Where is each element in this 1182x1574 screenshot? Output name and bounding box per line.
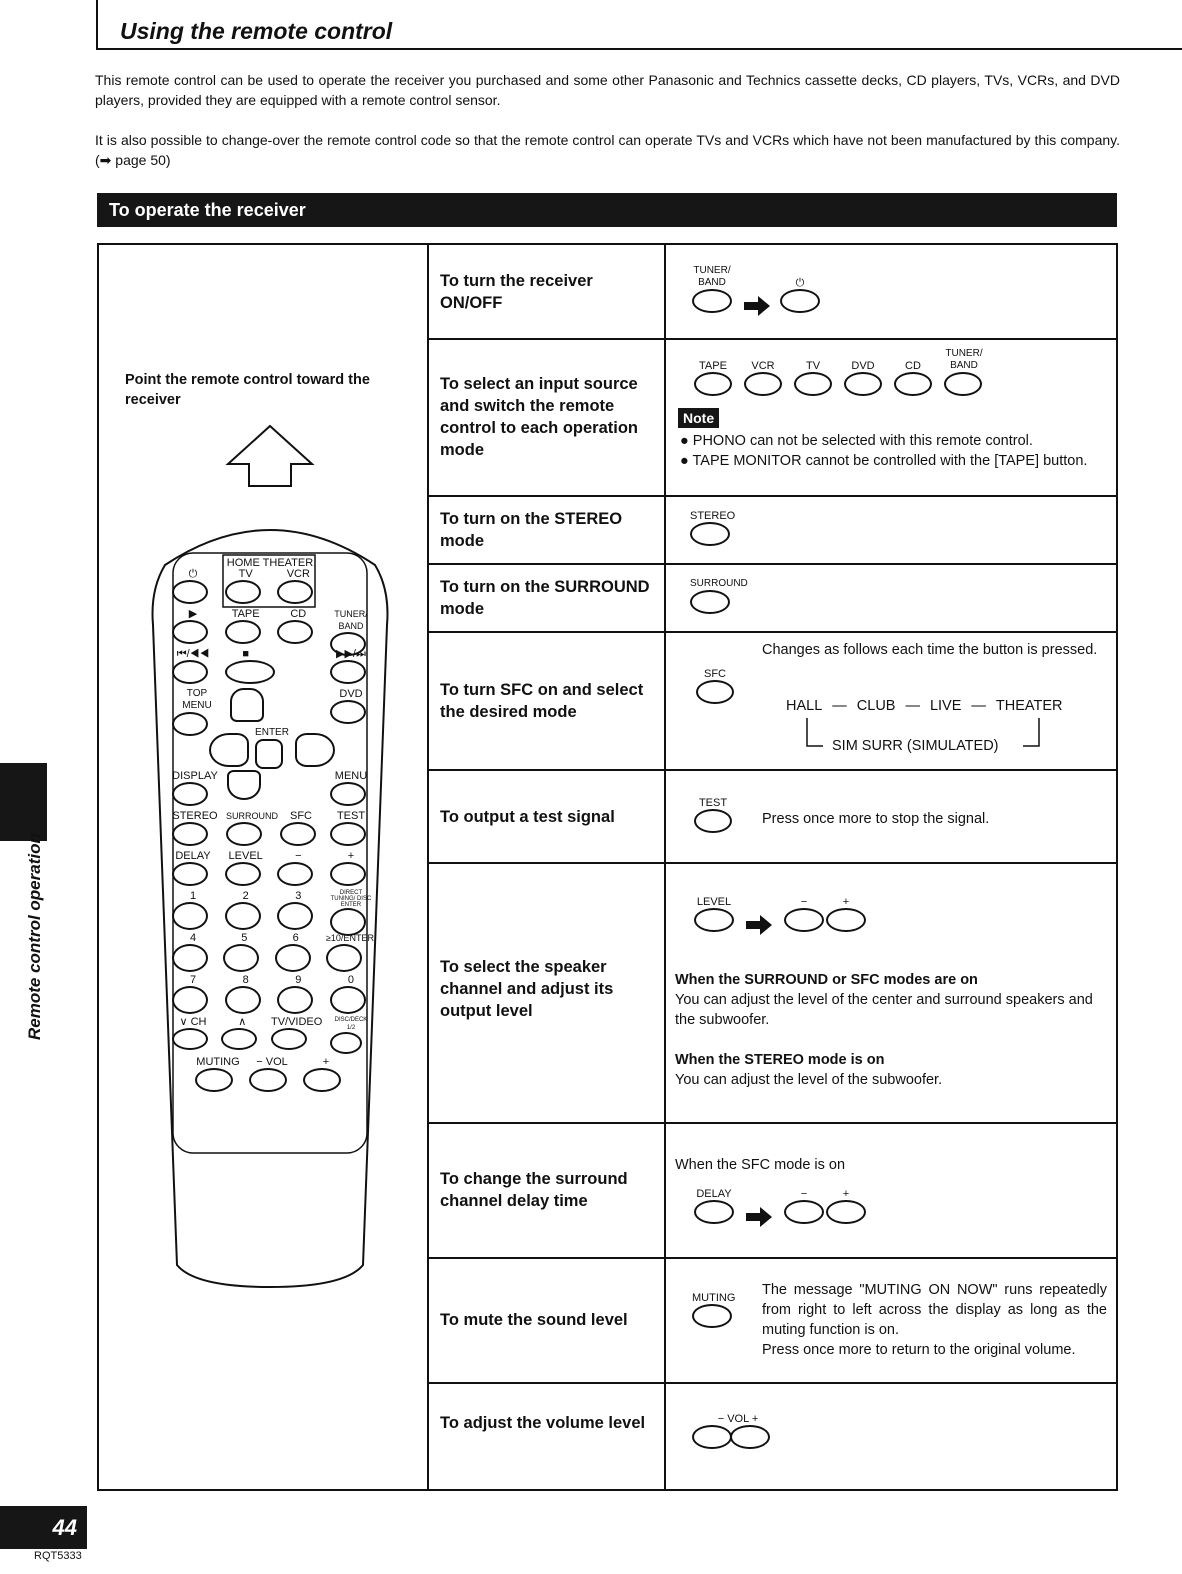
ten-enter-button[interactable] [326,944,362,972]
test-button[interactable] [330,822,366,846]
remote-row: 4 5 6 ≥10/ENTER [172,932,372,974]
level-text-1: You can adjust the level of the center and surround speakers and the subwoofer. [675,992,1093,1028]
tape-btn [694,372,732,396]
tuner-band-btn [944,372,982,396]
level-buttons: LEVEL − + [694,896,866,937]
row-divider [427,338,1118,340]
stereo-button-graphic: STEREO [690,510,735,551]
delay-precondition: When the SFC mode is on [675,1157,846,1173]
up-nav-button[interactable] [230,688,264,722]
top-menu-button[interactable] [172,712,208,736]
remote-row: STEREO SURROUND SFC TEST [172,810,372,850]
disc-deck-button[interactable] [330,1032,362,1054]
title-rule [96,0,98,50]
row-label-onoff: To turn the receiver ON/OFF [440,272,593,312]
vol-plus-btn [730,1425,770,1449]
row-label-level: To select the speaker channel and adjust its output level [440,958,614,1020]
row-label-surround: To turn on the SURROUND mode [440,578,650,618]
remote-row: ▶ TAPE CD TUNER/ BAND [172,608,372,648]
surround-button-graphic: SURROUND [690,578,748,619]
mode-club: CLUB [856,698,896,714]
muting-button-graphic: MUTING [692,1292,735,1333]
vol-up-button[interactable] [303,1068,341,1092]
mode-theater: THEATER [995,698,1063,714]
tv-button[interactable] [225,580,261,604]
arrow-right-icon [744,913,774,937]
level-btn [694,908,734,932]
row-label-muting: To mute the sound level [440,1311,628,1329]
row-divider [427,1382,1118,1384]
test-description: Press once more to stop the signal. [762,811,990,827]
level-plus-btn [826,908,866,932]
remote-row: DELAY LEVEL − + [172,850,372,890]
title-underline [96,48,1182,50]
dvd-btn [844,372,882,396]
skip-forward-button[interactable] [330,660,366,684]
surround-button[interactable] [226,822,262,846]
point-instruction: Point the remote control toward the receiver [125,372,370,408]
skip-back-button[interactable] [172,660,208,684]
dvd-button[interactable] [330,700,366,724]
intro-paragraph-1: This remote control can be used to operate the receiver you purchased and some other Panasonic and Technics cassette decks, CD players, TVs, VCRs, and DVD players, provided they are equipped with a remote control sensor. [95,72,1120,108]
row-divider [427,862,1118,864]
row-divider [427,563,1118,565]
muting-description: The message "MUTING ON NOW" runs repeatedly from right to left across the display as long as the muting function is on. [762,1282,1107,1338]
note-badge: Note [678,408,719,428]
stereo-btn [690,522,730,546]
up-arrow-icon [225,424,315,488]
level-heading-2: When the STEREO mode is on [675,1052,885,1068]
section-banner: To operate the receiver [97,193,1117,227]
note-1: ● PHONO can not be selected with this remote control. [680,433,1033,449]
sfc-btn [696,680,734,704]
stereo-button[interactable] [172,822,208,846]
sim-surr: SIM SURR (SIMULATED) [832,738,999,754]
remote-button-grid [172,568,372,1096]
cd-button[interactable] [277,620,313,644]
num-5-button[interactable] [223,944,259,972]
side-section-label: Remote control operation [25,833,44,1040]
remote-row: ⏻ TV VCR [172,568,372,608]
note-2: ● TAPE MONITOR cannot be controlled with the [TAPE] button. [680,453,1088,469]
num-1-button[interactable] [172,902,208,930]
remote-row: DISPLAY MENU [172,770,372,810]
tuner-band-btn [692,289,732,313]
page-title: Using the remote control [120,18,393,44]
vcr-button[interactable] [277,580,313,604]
remote-row: 7 8 9 0 [172,974,372,1016]
volume-button-graphic: − VOL + [692,1413,784,1454]
power-btn [780,289,820,313]
muting-btn [692,1304,732,1328]
sfc-mode-cycle: HALL — CLUB — LIVE — THEATER [786,698,1063,714]
sfc-button[interactable] [280,822,316,846]
channel-down-button[interactable] [172,1028,208,1050]
delay-btn [694,1200,734,1224]
enter-button[interactable] [255,739,283,769]
test-btn [694,809,732,833]
delay-minus-btn [784,1200,824,1224]
level-minus-btn [784,908,824,932]
mode-live: LIVE [929,698,962,714]
num-2-button[interactable] [225,902,261,930]
channel-up-button[interactable] [221,1028,257,1050]
column-divider [427,243,429,1491]
left-nav-button[interactable] [209,733,249,767]
row-divider [427,1122,1118,1124]
num-0-button[interactable] [330,986,366,1014]
document-code: RQT5333 [34,1550,82,1562]
row-label-delay: To change the surround channel delay time [440,1170,628,1210]
num-6-button[interactable] [275,944,311,972]
row-divider [427,495,1118,497]
row-divider [427,631,1118,633]
vcr-btn [744,372,782,396]
mode-hall: HALL [786,698,823,714]
arrow-right-icon [742,294,772,318]
side-tab-marker [0,763,47,841]
delay-plus-btn [826,1200,866,1224]
vol-minus-btn [692,1425,732,1449]
menu-button[interactable] [330,782,366,806]
row-divider [427,1257,1118,1259]
plus-button[interactable] [330,862,366,886]
num-4-button[interactable] [172,944,208,972]
down-nav-button[interactable] [227,770,261,800]
num-8-button[interactable] [225,986,261,1014]
muting-description-2: Press once more to return to the original volume. [762,1342,1076,1358]
test-button-graphic: TEST [694,797,732,838]
muting-button[interactable] [195,1068,233,1092]
power-button[interactable] [172,580,208,604]
remote-row: ⏮/◀◀ ■ ▶▶/⏭ [172,648,372,688]
minus-button[interactable] [277,862,313,886]
cd-btn [894,372,932,396]
row-label-volume: To adjust the volume level [440,1414,646,1432]
sfc-button-graphic: SFC [696,668,734,709]
level-heading-1: When the SURROUND or SFC modes are on [675,972,978,988]
num-7-button[interactable] [172,986,208,1014]
intro-paragraph-2: It is also possible to change-over the remote control code so that the remote control can operate TVs and VCRs which have not been manufactured by this company. (➡ page 50) [95,132,1120,168]
num-9-button[interactable] [277,986,313,1014]
tape-button[interactable] [225,620,261,644]
stop-button[interactable] [225,660,275,684]
remote-row: ∨ CH ∧ TV/VIDEO DISC/DECK 1/2 [172,1016,372,1056]
onoff-buttons: TUNER/ BAND ⏻ [690,265,820,318]
row-label-stereo: To turn on the STEREO mode [440,510,623,550]
arrow-right-icon [744,1205,774,1229]
row-divider [427,769,1118,771]
surround-btn [690,590,730,614]
input-buttons: TAPE VCR TV DVD CD TUNER/ BAND [694,348,984,401]
enter-label: ENTER [255,726,289,738]
page-number: 44 [0,1506,87,1549]
column-divider [664,243,666,1491]
vol-down-button[interactable] [249,1068,287,1092]
row-label-sfc: To turn SFC on and select the desired mode [440,681,644,721]
row-label-test: To output a test signal [440,808,615,826]
num-3-button[interactable] [277,902,313,930]
tv-btn [794,372,832,396]
level-button[interactable] [225,862,261,886]
remote-row: MUTING − VOL + [172,1056,372,1096]
delay-button[interactable] [172,862,208,886]
level-text-2: You can adjust the level of the subwoofer. [675,1072,943,1088]
sfc-description: Changes as follows each time the button is pressed. [762,642,1098,658]
remote-row: TOP MENU DVD [172,688,372,730]
remote-row: 1 2 3 DIRECT TUNING/ DISC ENTER [172,890,372,932]
home-theater-label: HOME THEATER [226,557,314,569]
tv-video-button[interactable] [271,1028,307,1050]
delay-buttons: DELAY − + [694,1188,866,1229]
display-button[interactable] [172,782,208,806]
play-button[interactable] [172,620,208,644]
right-nav-button[interactable] [295,733,335,767]
row-label-input: To select an input source and switch the remote control to each operation mode [440,375,639,459]
